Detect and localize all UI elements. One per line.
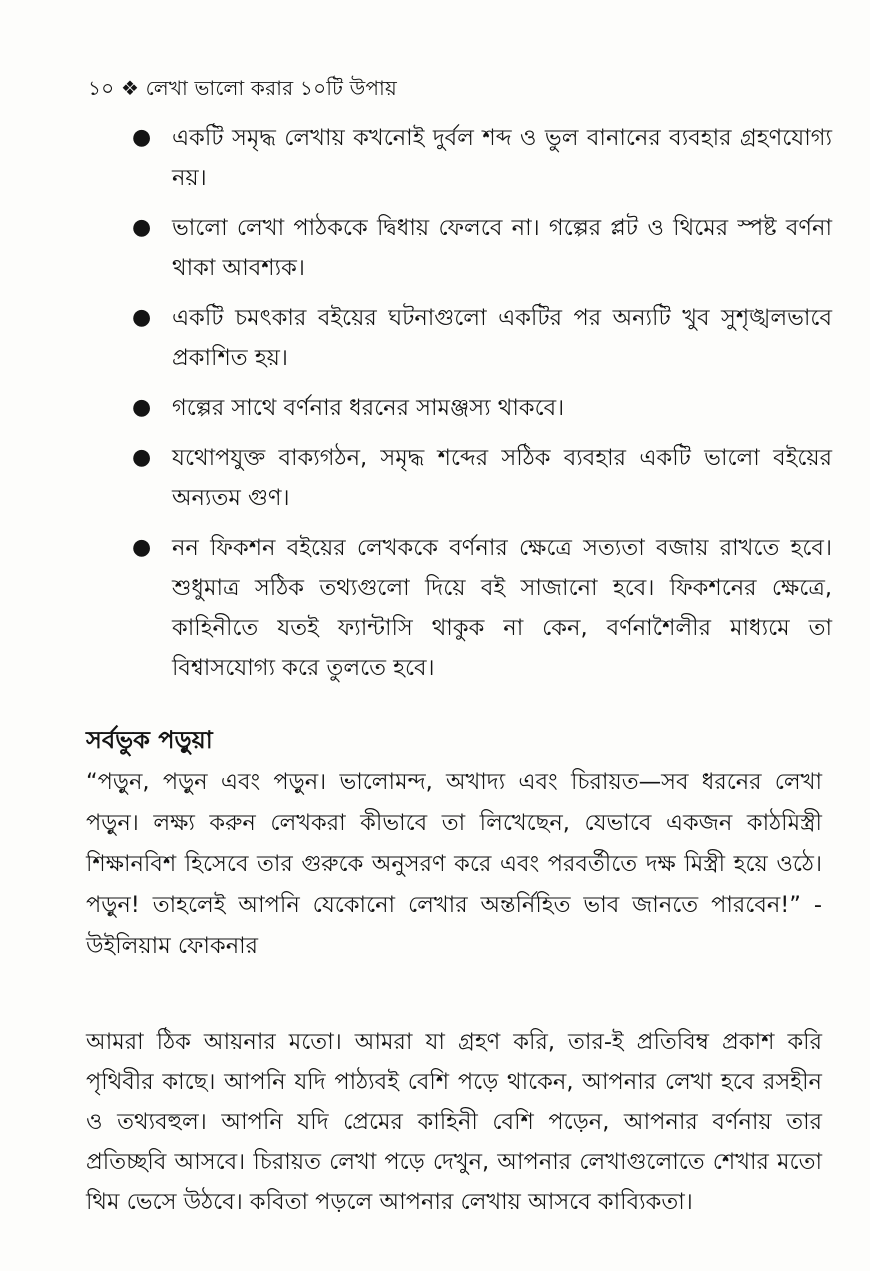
list-item — [132, 118, 832, 198]
bullet-icon: ● — [132, 215, 152, 240]
bullet-icon: ● — [132, 445, 152, 470]
list-item — [132, 208, 832, 288]
bullet-text: যথোপযুক্ত বাক্যগঠন, সমৃদ্ধ শব্দের সঠিক ব্যবহার একটি ভালো বইয়ের অন্যতম গুণ। — [172, 445, 832, 511]
bullet-icon: ● — [132, 125, 152, 150]
list-item — [132, 528, 832, 688]
bullet-text: একটি সমৃদ্ধ লেখায় কখনোই দুর্বল শব্দ ও ভুল বানানের ব্যবহার গ্রহণযোগ্য নয়। — [172, 125, 832, 191]
bullet-icon: ● — [132, 535, 152, 560]
list-item — [132, 298, 832, 378]
list-item — [132, 438, 832, 518]
bullet-list — [132, 118, 832, 698]
bullet-icon: ● — [132, 305, 152, 330]
bullet-text: নন ফিকশন বইয়ের লেখককে বর্ণনার ক্ষেত্রে সত্যতা বজায় রাখতে হবে। শুধুমাত্র সঠিক তথ্যগুলো দিয়ে বই সাজানো হবে। ফিকশনের ক্ষেত্রে, কাহিনীতে যতই ফ্যান্টাসি থাকুক না কেন, বর্ণনাশৈলীর মাধ্যমে তা বিশ্বাসযোগ্য করে তুলতে হবে। — [172, 535, 832, 681]
bullet-icon: ● — [132, 395, 152, 420]
bullet-text: একটি চমৎকার বইয়ের ঘটনাগুলো একটির পর অন্যটি খুব সুশৃঙ্খলভাবে প্রকাশিত হয়। — [172, 305, 832, 371]
quote-block: “পড়ুন, পড়ুন এবং পড়ুন। ভালোমন্দ, অখাদ্য এবং চিরায়ত—সব ধরনের লেখা পড়ুন। লক্ষ্য করুন লেখকরা কীভাবে তা লিখেছেন, যেভাবে একজন কাঠমিস্ত্রী শিক্ষানবিশ হিসেবে তার গুরুকে অনুসরণ করে এবং পরবর্তীতে দক্ষ মিস্ত্রী হয়ে ওঠে। পড়ুন! তাহলেই আপনি যেকোনো লেখার অন্তর্নিহিত ভাব জানতে পারবেন!” - উইলিয়াম ফোকনার — [86, 769, 822, 959]
body-paragraph: আমরা ঠিক আয়নার মতো। আমরা যা গ্রহণ করি, তার-ই প্রতিবিম্ব প্রকাশ করি পৃথিবীর কাছে। আপনি যদি পাঠ্যবই বেশি পড়ে থাকেন, আপনার লেখা হবে রসহীন ও তথ্যবহুল। আপনি যদি প্রেমের কাহিনী বেশি পড়েন, আপনার বর্ণনায় তার প্রতিচ্ছবি আসবে। চিরায়ত লেখা পড়ে দেখুন, আপনার লেখাগুলোতে শেখার মতো থিম ভেসে উঠবে। কবিতা পড়লে আপনার লেখায় আসবে কাব্যিকতা। — [86, 1029, 822, 1215]
bullet-text: গল্পের সাথে বর্ণনার ধরনের সামঞ্জস্য থাকবে। — [172, 395, 565, 421]
section-heading: সর্বভুক পড়ুয়া — [86, 726, 213, 754]
list-item — [132, 388, 832, 428]
running-head: ১০ ❖ লেখা ভালো করার ১০টি উপায় — [88, 76, 397, 100]
bullet-text: ভালো লেখা পাঠককে দ্বিধায় ফেলবে না। গল্পের প্লট ও থিমের স্পষ্ট বর্ণনা থাকা আবশ্যক। — [172, 215, 832, 281]
